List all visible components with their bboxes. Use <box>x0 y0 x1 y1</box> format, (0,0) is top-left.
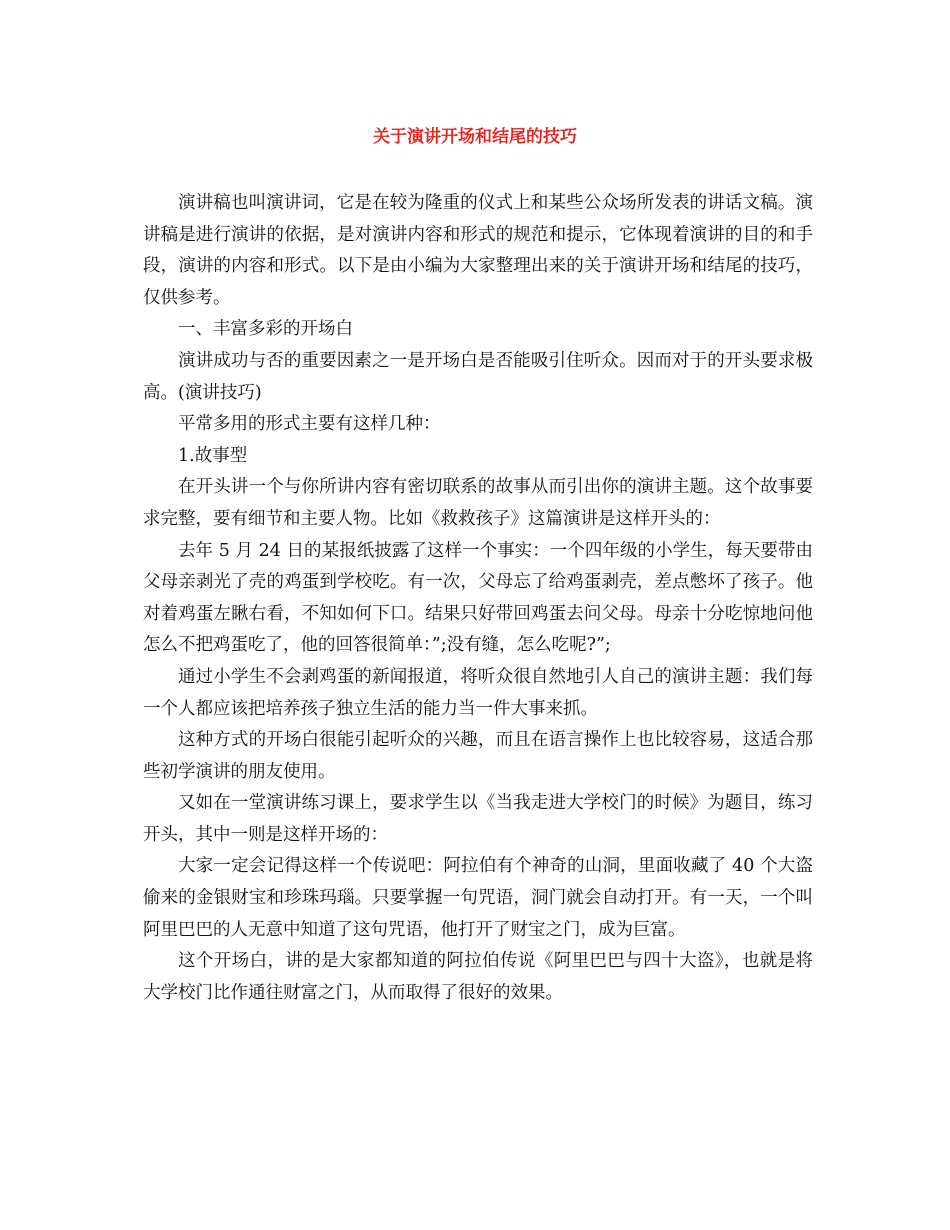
section-heading: 一、丰富多彩的开场白 <box>178 319 353 340</box>
subsection-heading: 1.故事型 <box>178 445 248 466</box>
paragraph: 通过小学生不会剥鸡蛋的新闻报道，将听众很自然地引人自己的演讲主题：我们每一个人都应该把培养孩子独立生活的能力当一件大事来抓。 <box>143 666 813 719</box>
document-body <box>143 188 813 1009</box>
paragraph: 去年 5 月 24 日的某报纸披露了这样一个事实：一个四年级的小学生，每天要带由父母亲剥光了壳的鸡蛋到学校吃。有一次，父母忘了给鸡蛋剥壳，差点憋坏了孩子。他对着鸡蛋左瞅右看，不知如何下口。结果只好带回鸡蛋去问父母。母亲十分吃惊地问他怎么不把鸡蛋吃了，他的回答很简单：”;没有缝，怎么吃呢?”; <box>143 540 813 656</box>
paragraph: 这个开场白，讲的是大家都知道的阿拉伯传说《阿里巴巴与四十大盗》，也就是将大学校门比作通往财富之门，从而取得了很好的效果。 <box>143 951 813 1003</box>
paragraph: 又如在一堂演讲练习课上，要求学生以《当我走进大学校门的时候》为题目，练习开头，其中一则是这样开场的： <box>143 793 813 845</box>
paragraph: 在开头讲一个与你所讲内容有密切联系的故事从而引出你的演讲主题。这个故事要求完整，要有细节和主要人物。比如《救救孩子》这篇演讲是这样开头的： <box>143 477 813 529</box>
paragraph: 这种方式的开场白很能引起听众的兴趣，而且在语言操作上也比较容易，这适合那些初学演讲的朋友使用。 <box>143 730 813 782</box>
paragraph: 演讲成功与否的重要因素之一是开场白是否能吸引住听众。因而对于的开头要求极高。(演讲技巧) <box>143 350 813 403</box>
paragraph: 平常多用的形式主要有这样几种： <box>178 414 441 435</box>
paragraph: 演讲稿也叫演讲词，它是在较为隆重的仪式上和某些公众场所发表的讲话文稿。演讲稿是进行演讲的依据，是对演讲内容和形式的规范和提示，它体现着演讲的目的和手段，演讲的内容和形式。以下是由小编为大家整理出来的关于演讲开场和结尾的技巧，仅供参考。 <box>143 193 813 308</box>
document-title: 关于演讲开场和结尾的技巧 <box>373 127 577 147</box>
paragraph: 大家一定会记得这样一个传说吧：阿拉伯有个神奇的山洞，里面收藏了 40 个大盗偷来的金银财宝和珍珠玛瑙。只要掌握一句咒语，洞门就会自动打开。有一天，一个叫阿里巴巴的人无意中知道了这句咒语，他打开了财宝之门，成为巨富。 <box>143 856 813 940</box>
